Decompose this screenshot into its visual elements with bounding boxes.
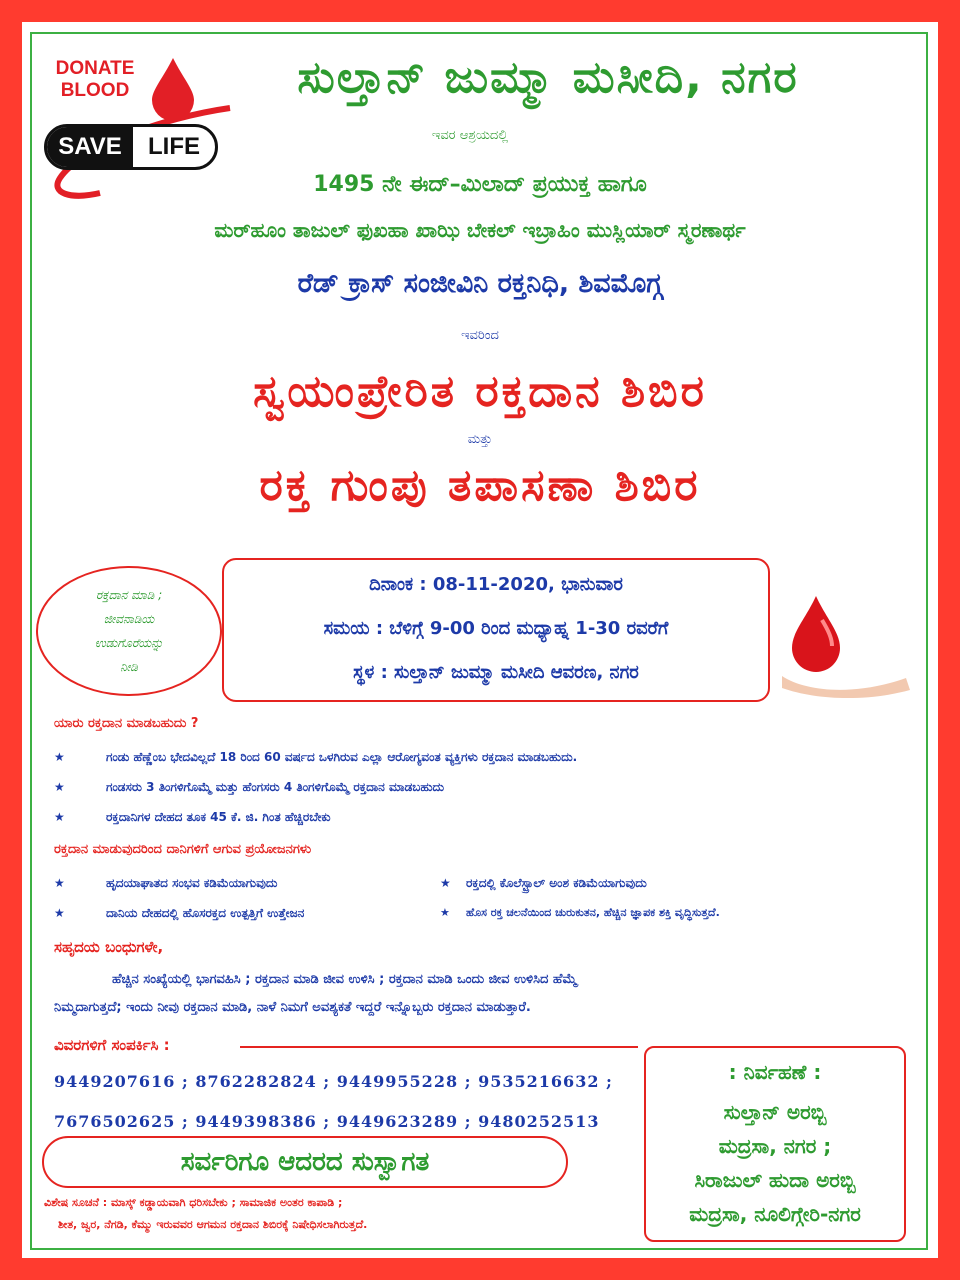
blood-drop-hand-icon (776, 592, 916, 702)
milad-line: 1495 ನೇ ಈದ್–ಮಿಲಾದ್ ಪ್ರಯುಕ್ತ ಹಾಗೂ (313, 172, 647, 197)
save-life-badge (44, 124, 218, 170)
benefit-item: ★ ಹೊಸ ರಕ್ತ ಚಲನೆಯಿಂದ ಚುರುಕುತನ, ಹೆಚ್ಚಿನ ಜ್ಞಾಪಕ ಶಕ್ತಿ ವೃದ್ಧಿಸುತ್ತದೆ. (440, 906, 720, 919)
star-icon: ★ (54, 810, 65, 824)
by-them-text: ಇವರಿಂದ (461, 328, 499, 343)
contact-divider (240, 1046, 638, 1048)
under-patronage-text: ಇವರ ಆಶ್ರಯದಲ್ಲಿ (431, 128, 509, 143)
benefits-heading: ರಕ್ತದಾನ ಮಾಡುವುದರಿಂದ ದಾನಿಗಳಿಗೆ ಆಗುವ ಪ್ರಯೋಜನಗಳು (54, 842, 312, 857)
appeal-line-1: ಹೆಚ್ಚಿನ ಸಂಖ್ಯೆಯಲ್ಲಿ ಭಾಗವಹಿಸಿ ; ರಕ್ತದಾನ ಮಾಡಿ ಜೀವ ಉಳಿಸಿ ; ರಕ್ತದಾನ ಮಾಡಿ ಒಂದು ಜೀವ ಉಳಿಸಿದ ಹೆಮ್ಮೆ (112, 972, 578, 987)
who-item: ★ ಗಂಡು ಹೆಣ್ಣೆಂಬ ಭೇದವಿಲ್ಲದೆ 18 ರಿಂದ 60 ವರ್ಷದ ಒಳಗಿರುವ ಎಲ್ಲಾ ಆರೋಗ್ಯವಂತ ವ್ಯಕ್ತಿಗಳು ರಕ್ತದಾನ ಮಾಡಬಹುದು. (54, 750, 578, 764)
who-item: ★ ರಕ್ತದಾನಿಗಳ ದೇಹದ ತೂಕ 45 ಕೆ. ಜಿ. ಗಿಂತ ಹೆಚ್ಚಿರಬೇಕು (54, 810, 331, 824)
organizer-heading: : ನಿರ್ವಹಣೆ : (728, 1060, 822, 1084)
organizer-line-2: ಮದ್ರಸಾ, ನಗರ ; (718, 1134, 832, 1158)
star-icon: ★ (54, 876, 65, 890)
slogan-oval (36, 566, 222, 696)
benefit-item: ★ ಹೃದಯಾಘಾತದ ಸಂಭವ ಕಡಿಮೆಯಾಗುವುದು (54, 876, 278, 890)
benefit-item: ★ ರಕ್ತದಲ್ಲಿ ಕೊಲೆಸ್ಟ್ರಾಲ್ ಅಂಶ ಕಡಿಮೆಯಾಗುವುದು (440, 876, 647, 890)
organizer-line-3: ಸಿರಾಜುಲ್ ಹುದಾ ಅರಬ್ಬಿ (694, 1168, 856, 1192)
slogan-line-4: ನೀಡಿ (120, 660, 138, 674)
star-icon: ★ (54, 750, 65, 764)
red-cross-line: ರೆಡ್ ಕ್ರಾಸ್ ಸಂಜೀವಿನಿ ರಕ್ತನಿಧಿ, ಶಿವಮೊಗ್ಗ (297, 268, 663, 299)
appeal-heading: ಸಹೃದಯ ಬಂಧುಗಳೇ, (54, 938, 164, 956)
slogan-line-3: ಉಡುಗೊರೆಯನ್ನು (94, 636, 164, 650)
memorial-line: ಮರ್‌ಹೂಂ ತಾಜುಲ್ ಫುಖಹಾ ಖಾಝಿ ಬೇಕಲ್ ಇಬ್ರಾಹಿಂ ಮುಸ್ಲಿಯಾರ್ ಸ್ಮರಣಾರ್ಥ (214, 218, 746, 242)
contact-heading: ವಿವರಗಳಿಗೆ ಸಂಪರ್ಕಿಸಿ : (54, 1036, 170, 1054)
slogan-line-1: ರಕ್ತದಾನ ಮಾಡಿ ; (95, 588, 163, 602)
blood-group-camp-title: ರಕ್ತ ಗುಂಪು ತಪಾಸಣಾ ಶಿಬಿರ (259, 460, 701, 511)
special-note-line-2: ಶೀತ, ಜ್ವರ, ನೆಗಡಿ, ಕೆಮ್ಮು ಇರುವವರ ಆಗಮನ ರಕ್ತದಾನ ಶಿಬಿರಕ್ಕೆ ನಿಷೇಧಿಸಲಾಗಿರುತ್ತದೆ. (58, 1218, 368, 1231)
who-can-donate-heading: ಯಾರು ರಕ್ತದಾನ ಮಾಡಬಹುದು ? (54, 716, 199, 731)
event-venue: ಸ್ಥಳ : ಸುಲ್ತಾನ್ ಜುಮ್ಮಾ ಮಸೀದಿ ಆವರಣ, ನಗರ (353, 662, 639, 683)
star-icon: ★ (440, 906, 450, 919)
benefit-item: ★ ದಾನಿಯ ದೇಹದಲ್ಲಿ ಹೊಸರಕ್ತದ ಉತ್ಪತ್ತಿಗೆ ಉತ್ತೇಜನ (54, 906, 305, 920)
phone-numbers-row-2: 7676502625 ; 9449398386 ; 9449623289 ; 9480252513 (54, 1112, 600, 1131)
event-date: ದಿನಾಂಕ : 08-11-2020, ಭಾನುವಾರ (369, 574, 623, 595)
welcome-banner: ಸರ್ವರಿಗೂ ಆದರದ ಸುಸ್ವಾಗತ (42, 1136, 568, 1188)
logo-life-text: LIFE (148, 133, 200, 160)
mosque-title: ಸುಲ್ತಾನ್ ಜುಮ್ಮಾ ಮಸೀದಿ, ನಗರ (297, 52, 799, 103)
voluntary-blood-camp-title: ಸ್ವಯಂಪ್ರೇರಿತ ರಕ್ತದಾನ ಶಿಬಿರ (253, 366, 707, 417)
star-icon: ★ (54, 906, 65, 920)
event-time: ಸಮಯ : ಬೆಳಿಗ್ಗೆ 9-00 ರಿಂದ ಮಧ್ಯಾಹ್ನ 1-30 ರವರೆಗೆ (323, 618, 669, 639)
organizer-line-1: ಸುಲ್ತಾನ್ ಅರಬ್ಬಿ (723, 1100, 827, 1124)
star-icon: ★ (54, 780, 65, 794)
special-note-line-1: ವಿಶೇಷ ಸೂಚನೆ : ಮಾಸ್ಕ್ ಕಡ್ಡಾಯವಾಗಿ ಧರಿಸಬೇಕು ; ಸಾಮಾಜಿಕ ಅಂತರ ಕಾಪಾಡಿ ; (44, 1196, 343, 1209)
who-item: ★ ಗಂಡಸರು 3 ತಿಂಗಳಿಗೊಮ್ಮೆ ಮತ್ತು ಹೆಂಗಸರು 4 ತಿಂಗಳಿಗೊಮ್ಮೆ ರಕ್ತದಾನ ಮಾಡಬಹುದು (54, 780, 445, 794)
event-details-box (222, 558, 770, 702)
appeal-line-2: ನಿಮ್ಮದಾಗುತ್ತದೆ; ಇಂದು ನೀವು ರಕ್ತದಾನ ಮಾಡಿ, ನಾಳೆ ನಿಮಗೆ ಅವಶ್ಯಕತೆ ಇದ್ದರೆ ಇನ್ನೊಬ್ಬರು ರಕ್ತದಾನ ಮಾಡುತ್ತಾರೆ. (54, 1000, 531, 1015)
phone-numbers-row-1: 9449207616 ; 8762282824 ; 9449955228 ; 9535216632 ; (54, 1072, 613, 1091)
slogan-line-2: ಜೀವನಾಡಿಯ (103, 612, 155, 626)
logo-blood-text: BLOOD (60, 80, 130, 101)
blood-drop-icon (148, 56, 198, 120)
and-text: ಮತ್ತು (467, 432, 493, 447)
organizer-box (644, 1046, 906, 1242)
logo-save-text: SAVE (47, 127, 133, 167)
organizer-line-4: ಮದ್ರಸಾ, ನೂಲಿಗ್ಗೇರಿ-ನಗರ (689, 1202, 861, 1226)
star-icon: ★ (440, 876, 451, 890)
logo-donate-text: DONATE (55, 58, 135, 79)
